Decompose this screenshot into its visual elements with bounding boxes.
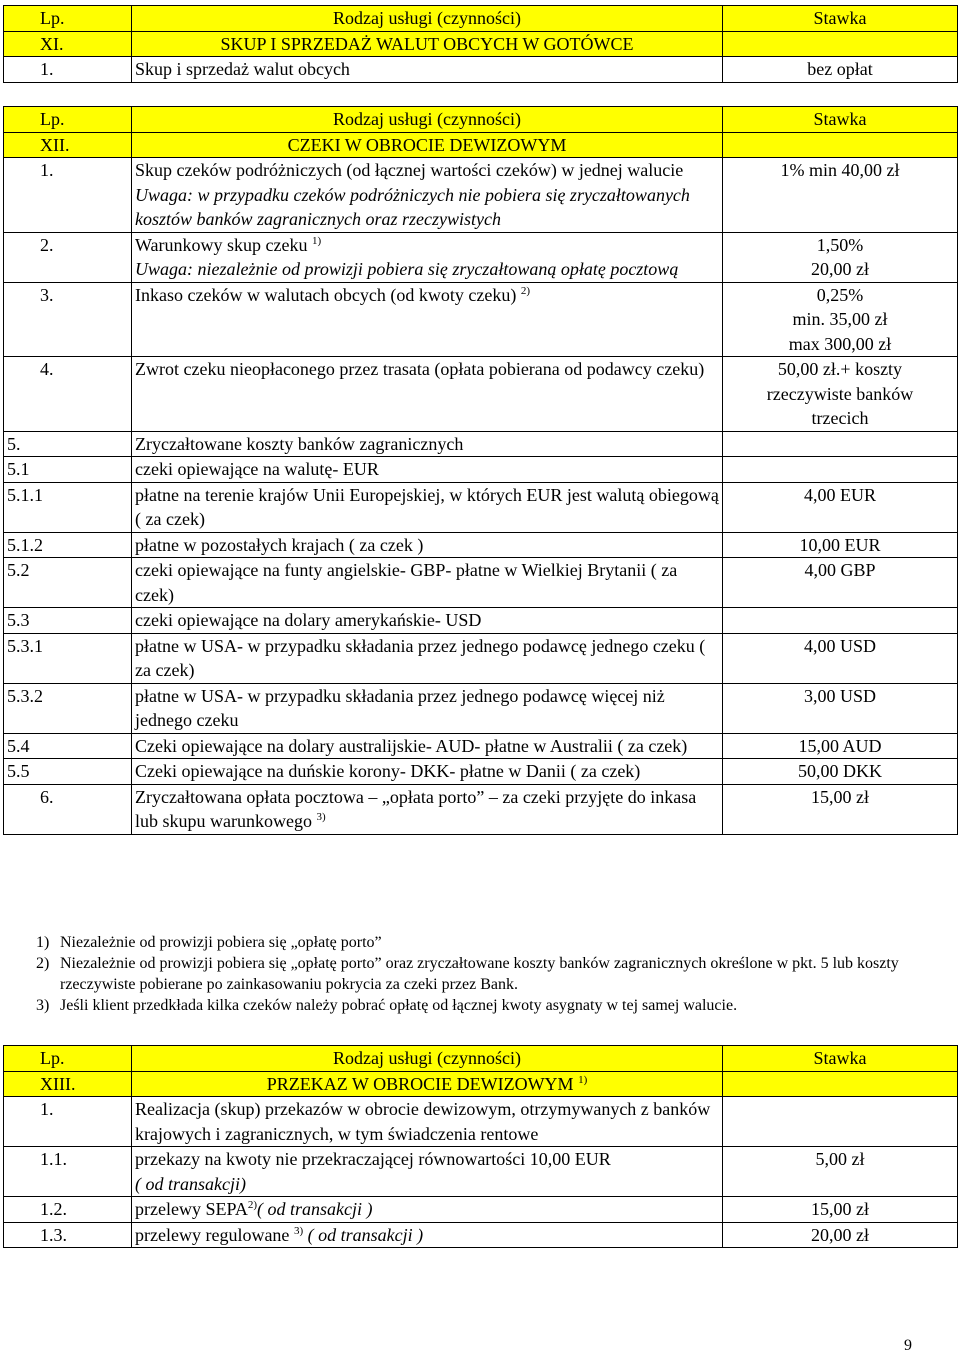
row-description-text: Warunkowy skup czeku [135,234,308,255]
section-title: SKUP I SPRZEDAŻ WALUT OBCYCH W GOTÓWCE [132,31,723,57]
row-description [132,232,723,282]
table-header-row [4,6,958,32]
row-rate [723,357,958,432]
footnote-number: 1) [36,934,50,951]
table-header-row [4,1046,958,1072]
row-description: czeki opiewające na dolary amerykańskie- USD [132,608,723,634]
header-lp: Lp. [4,107,132,133]
row-description: Zryczałtowane koszty banków zagranicznych [132,431,723,457]
rate-line: 20,00 zł [811,259,869,279]
row-number: 5.1.1 [4,482,132,532]
footnote-ref: 2) [520,284,531,297]
footnotes [36,932,936,1016]
row-description-text: Zryczałtowana opłata pocztowa ‒ „opłata porto” ‒ za czeki przyjęte do inkasa lub skupu warunkowego [135,786,697,831]
table-row [4,1097,958,1147]
page-number: 9 [904,1337,912,1354]
section-rate-empty [723,132,958,158]
row-number: 1. [4,1097,132,1147]
rate-line: max 300,00 zł [788,333,892,354]
row-note [135,257,719,282]
row-rate: 5,00 zł [723,1147,958,1197]
table-row [4,558,958,608]
footnote-ref: 1) [578,1073,588,1086]
row-description-text: Inkaso czeków w walutach obcych (od kwoty czeku) [135,284,517,305]
table-section-xii [3,106,958,835]
header-lp: Lp. [4,6,132,32]
table-row [4,57,958,83]
table-section-xiii [3,1045,958,1248]
table-row [4,232,958,282]
row-number: 5.3.1 [4,633,132,683]
row-rate [723,232,958,282]
footnote-ref: 1) [312,234,322,247]
section-title-row [4,132,958,158]
row-note: ( od transakcji) [135,1173,246,1194]
row-rate: 4,00 GBP [723,558,958,608]
footnote-ref: 2) [247,1199,257,1211]
row-rate: 1% min 40,00 zł [723,158,958,233]
row-number: 4. [4,357,132,432]
header-service: Rodzaj usługi (czynności) [132,6,723,32]
table-row [4,532,958,558]
footnote-ref: 3) [316,811,326,823]
table-row [4,608,958,634]
header-lp: Lp. [4,1046,132,1072]
row-description: płatne w USA- w przypadku składania przez jednego podawcę jednego czeku ( za czek) [132,633,723,683]
row-number: 5.4 [4,733,132,759]
row-rate [723,608,958,634]
table-row [4,357,958,432]
section-title [132,1071,723,1097]
row-number: 1.1. [4,1147,132,1197]
row-rate: 15,00 zł [723,784,958,834]
row-number: 1. [4,57,132,83]
table-row [4,431,958,457]
section-title-row [4,31,958,57]
section-title-row [4,1071,958,1097]
section-rate-empty [723,31,958,57]
row-rate: 15,00 zł [723,1197,958,1223]
row-description: płatne w pozostałych krajach ( za czek ) [132,532,723,558]
row-number: 5.3 [4,608,132,634]
row-description: czeki opiewające na funty angielskie- GBP- płatne w Wielkiej Brytanii ( za czek) [132,558,723,608]
section-title: CZEKI W OBROCIE DEWIZOWYM [132,132,723,158]
row-rate: 4,00 USD [723,633,958,683]
table-header-row [4,107,958,133]
row-rate [723,1097,958,1147]
row-description: płatne w USA- w przypadku składania przez jednego podawcę więcej niż jednego czeku [132,683,723,733]
table-row [4,759,958,785]
note-text: niezależnie od prowizji pobiera się zryczałtowaną opłatę pocztową [193,259,679,279]
table-row [4,683,958,733]
row-rate: 10,00 EUR [723,532,958,558]
section-title-text: PRZEKAZ W OBROCIE DEWIZOWYM [266,1073,574,1094]
table-row [4,733,958,759]
row-description: Czeki opiewające na duńskie korony- DKK- płatne w Danii ( za czek) [132,759,723,785]
header-service: Rodzaj usługi (czynności) [132,1046,723,1072]
section-number: XIII. [4,1071,132,1097]
table-row [4,482,958,532]
rate-line: min. 35,00 zł [792,309,888,329]
row-description: płatne na terenie krajów Unii Europejskiej, w których EUR jest walutą obiegową ( za czek) [132,482,723,532]
row-number: 5.1.2 [4,532,132,558]
row-description [132,1147,723,1197]
header-rate: Stawka [723,1046,958,1072]
table-row [4,633,958,683]
row-description: Czeki opiewające na dolary australijskie- AUD- płatne w Australii ( za czek) [132,733,723,759]
table-row [4,282,958,357]
row-description [132,282,723,357]
note-text: w przypadku czeków podróżniczych nie pobiera się zryczałtowanych kosztów banków zagranicznych oraz rzeczywistych [135,184,690,229]
section-number: XII. [4,132,132,158]
table-row [4,457,958,483]
row-rate: 20,00 zł [723,1222,958,1248]
note-label: Uwaga: [135,184,193,205]
table-row [4,158,958,233]
row-description: Zwrot czeku nieopłaconego przez trasata (opłata pobierana od podawcy czeku) [132,357,723,432]
row-rate: 3,00 USD [723,683,958,733]
row-note: ( od transakcji ) [303,1224,424,1245]
row-number: 5.2 [4,558,132,608]
row-description: Realizacja (skup) przekazów w obrocie dewizowym, otrzymywanych z banków krajowych i zagranicznych, w tym świadczenia rentowe [132,1097,723,1147]
row-number: 5. [4,431,132,457]
row-rate [723,457,958,483]
rate-line: trzecich [811,408,869,428]
row-number: 1.2. [4,1197,132,1223]
footnote [36,953,936,995]
rate-line: rzeczywiste banków [766,383,914,404]
row-note [135,183,719,232]
row-number: 1.3. [4,1222,132,1248]
footnote-number: 2) [36,955,50,972]
footnote-ref: 3) [293,1224,304,1237]
row-number: 5.1 [4,457,132,483]
footnote-text: Niezależnie od prowizji pobiera się „opłatę porto” oraz zryczałtowane koszty banków zagranicznych określone w pkt. 5 lub koszty rzeczywiste pobierane po zainkasowaniu pokrycia za czeki przez Bank. [60,955,899,993]
row-description: czeki opiewające na walutę- EUR [132,457,723,483]
table-row [4,1147,958,1197]
header-rate: Stawka [723,6,958,32]
rate-line: 50,00 zł.+ koszty [777,359,903,379]
row-number: 6. [4,784,132,834]
table-section-xi [3,5,958,83]
row-description [132,1222,723,1248]
row-description-text: Skup czeków podróżniczych (od łącznej wartości czeków) w jednej walucie [135,160,684,180]
row-rate: 50,00 DKK [723,759,958,785]
row-description [132,1197,723,1223]
section-number: XI. [4,31,132,57]
note-label: Uwaga: [135,259,193,279]
row-rate: 15,00 AUD [723,733,958,759]
footnote [36,932,936,953]
table-row [4,1222,958,1248]
table-row [4,1197,958,1223]
row-description [132,158,723,233]
section-rate-empty [723,1071,958,1097]
row-number: 1. [4,158,132,233]
row-description-text: przekazy na kwoty nie przekraczającej równowartości 10,00 EUR [135,1149,611,1169]
rate-line: 1,50% [816,234,864,255]
footnote [36,995,936,1016]
row-rate: 4,00 EUR [723,482,958,532]
footnote-number: 3) [36,997,50,1014]
row-rate [723,282,958,357]
footnote-text: Jeśli klient przedkłada kilka czeków należy pobrać opłatę od łącznej kwoty asygnaty w tej samej walucie. [60,997,738,1014]
rate-line: 0,25% [816,284,864,305]
row-description [132,784,723,834]
row-number: 3. [4,282,132,357]
row-description: Skup i sprzedaż walut obcych [132,57,723,83]
row-rate: bez opłat [723,57,958,83]
footnote-text: Niezależnie od prowizji pobiera się „opłatę porto” [60,934,382,951]
row-number: 2. [4,232,132,282]
row-number: 5.5 [4,759,132,785]
row-description-text: przelewy SEPA [135,1199,248,1219]
table-row [4,784,958,834]
row-description-text: przelewy regulowane [135,1224,294,1245]
header-service: Rodzaj usługi (czynności) [132,107,723,133]
row-rate [723,431,958,457]
row-number: 5.3.2 [4,683,132,733]
row-note: ( od transakcji ) [257,1199,373,1219]
header-rate: Stawka [723,107,958,133]
